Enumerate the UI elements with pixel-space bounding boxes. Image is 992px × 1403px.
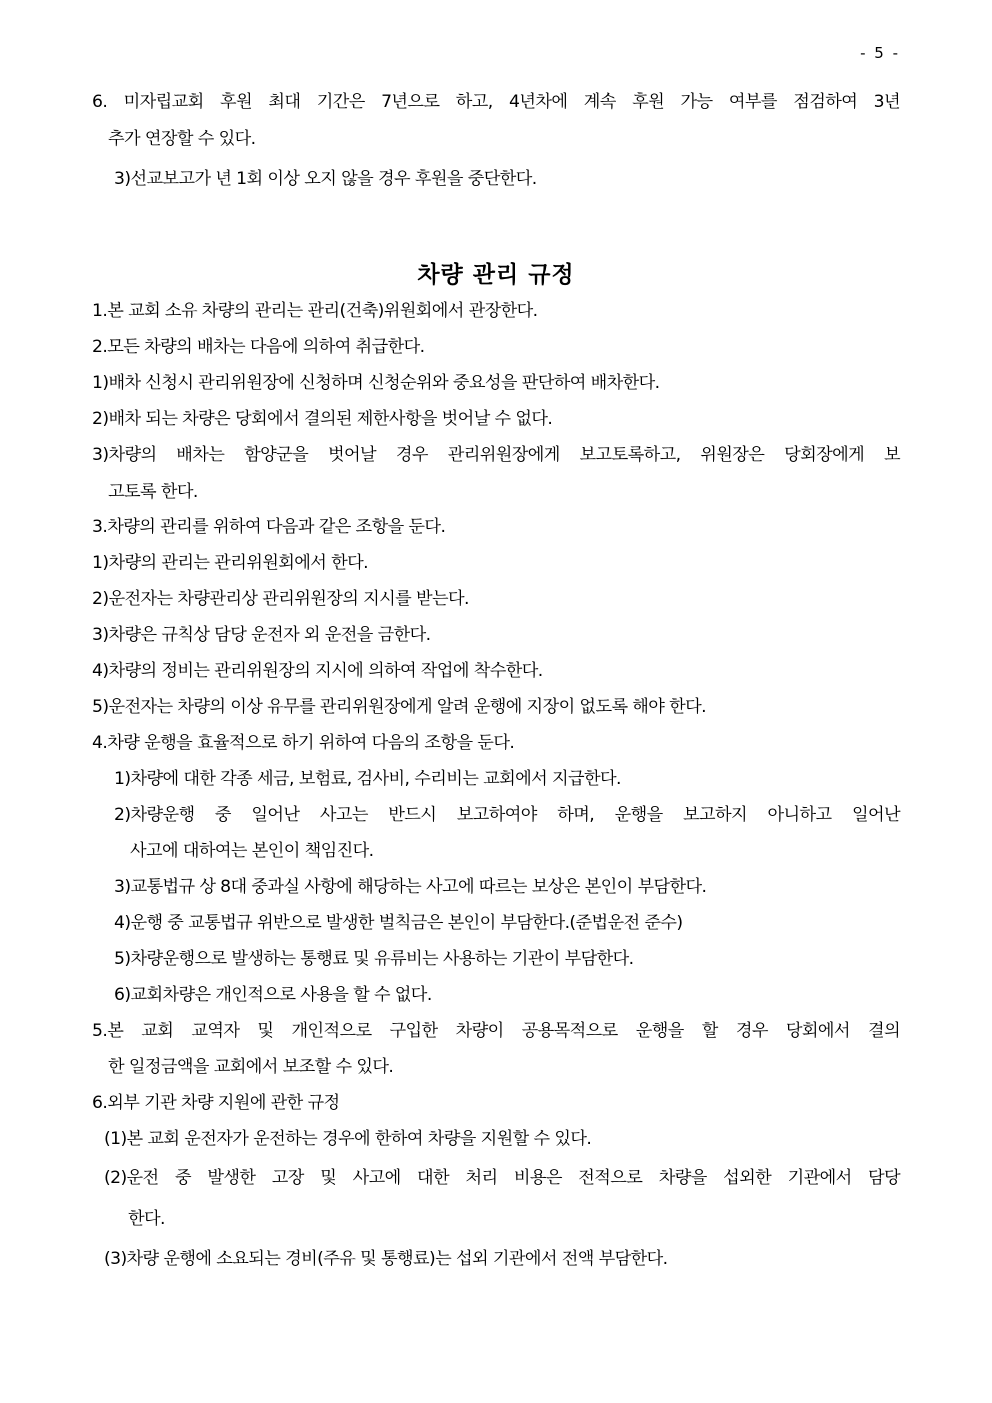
rule-5: 5.본 교회 교역자 및 개인적으로 구입한 차량이 공용목적으로 운행을 할 경우 당회에서 결의 bbox=[92, 1021, 900, 1041]
rule-6-3: (3)차량 운행에 소요되는 경비(주유 및 통행료)는 섭외 기관에서 전액 부담한다. bbox=[104, 1249, 668, 1269]
preceding-subitem-3: 3)선교보고가 년 1회 이상 오지 않을 경우 후원을 중단한다. bbox=[114, 169, 537, 189]
preceding-item-6-cont: 추가 연장할 수 있다. bbox=[108, 129, 256, 149]
rule-6-1: (1)본 교회 운전자가 운전하는 경우에 한하여 차량을 지원할 수 있다. bbox=[104, 1129, 592, 1149]
rule-6-2: (2)운전 중 발생한 고장 및 사고에 대한 처리 비용은 전적으로 차량을 섭외한 기관에서 담당 bbox=[104, 1168, 900, 1188]
rule-2-2: 2)배차 되는 차량은 당회에서 결의된 제한사항을 벗어날 수 없다. bbox=[92, 409, 553, 429]
rule-2: 2.모든 차량의 배차는 다음에 의하여 취급한다. bbox=[92, 337, 425, 357]
rule-3: 3.차량의 관리를 위하여 다음과 같은 조항을 둔다. bbox=[92, 517, 446, 537]
rule-4-4: 4)운행 중 교통법규 위반으로 발생한 벌칙금은 본인이 부담한다.(준법운전 준수) bbox=[114, 913, 683, 933]
rule-5-cont: 한 일정금액을 교회에서 보조할 수 있다. bbox=[108, 1057, 394, 1077]
rule-3-5: 5)운전자는 차량의 이상 유무를 관리위원장에게 알려 운행에 지장이 없도록 해야 한다. bbox=[92, 697, 707, 717]
rule-4-3: 3)교통법규 상 8대 중과실 사항에 해당하는 사고에 따르는 보상은 본인이 부담한다. bbox=[114, 877, 707, 897]
rule-3-3: 3)차량은 규칙상 담당 운전자 외 운전을 금한다. bbox=[92, 625, 431, 645]
rule-4-5: 5)차량운행으로 발생하는 통행료 및 유류비는 사용하는 기관이 부담한다. bbox=[114, 949, 634, 969]
rule-3-2: 2)운전자는 차량관리상 관리위원장의 지시를 받는다. bbox=[92, 589, 469, 609]
rule-6: 6.외부 기관 차량 지원에 관한 규정 bbox=[92, 1093, 340, 1113]
preceding-item-6: 6. 미자립교회 후원 최대 기간은 7년으로 하고, 4년차에 계속 후원 가능 여부를 점검하여 3년 bbox=[92, 92, 900, 112]
rule-2-3: 3)차량의 배차는 함양군을 벗어날 경우 관리위원장에게 보고토록하고, 위원장은 당회장에게 보 bbox=[92, 445, 900, 465]
rule-4-2-cont: 사고에 대하여는 본인이 책임진다. bbox=[130, 841, 374, 861]
rule-4-2: 2)차량운행 중 일어난 사고는 반드시 보고하여야 하며, 운행을 보고하지 아니하고 일어난 bbox=[114, 805, 900, 825]
rule-1: 1.본 교회 소유 차량의 관리는 관리(건축)위원회에서 관장한다. bbox=[92, 301, 538, 321]
section-title: 차량 관리 규정 bbox=[417, 262, 575, 288]
rule-6-2-cont: 한다. bbox=[128, 1209, 165, 1229]
rule-4: 4.차량 운행을 효율적으로 하기 위하여 다음의 조항을 둔다. bbox=[92, 733, 515, 753]
rule-4-1: 1)차량에 대한 각종 세금, 보험료, 검사비, 수리비는 교회에서 지급한다. bbox=[114, 769, 621, 789]
rule-3-1: 1)차량의 관리는 관리위원회에서 한다. bbox=[92, 553, 368, 573]
rule-4-6: 6)교회차량은 개인적으로 사용을 할 수 없다. bbox=[114, 985, 432, 1005]
rule-2-1: 1)배차 신청시 관리위원장에 신청하며 신청순위와 중요성을 판단하여 배차한다. bbox=[92, 373, 660, 393]
rule-2-3-cont: 고토록 한다. bbox=[108, 482, 198, 502]
rule-3-4: 4)차량의 정비는 관리위원장의 지시에 의하여 작업에 착수한다. bbox=[92, 661, 543, 681]
page-number: - 5 - bbox=[860, 44, 900, 62]
